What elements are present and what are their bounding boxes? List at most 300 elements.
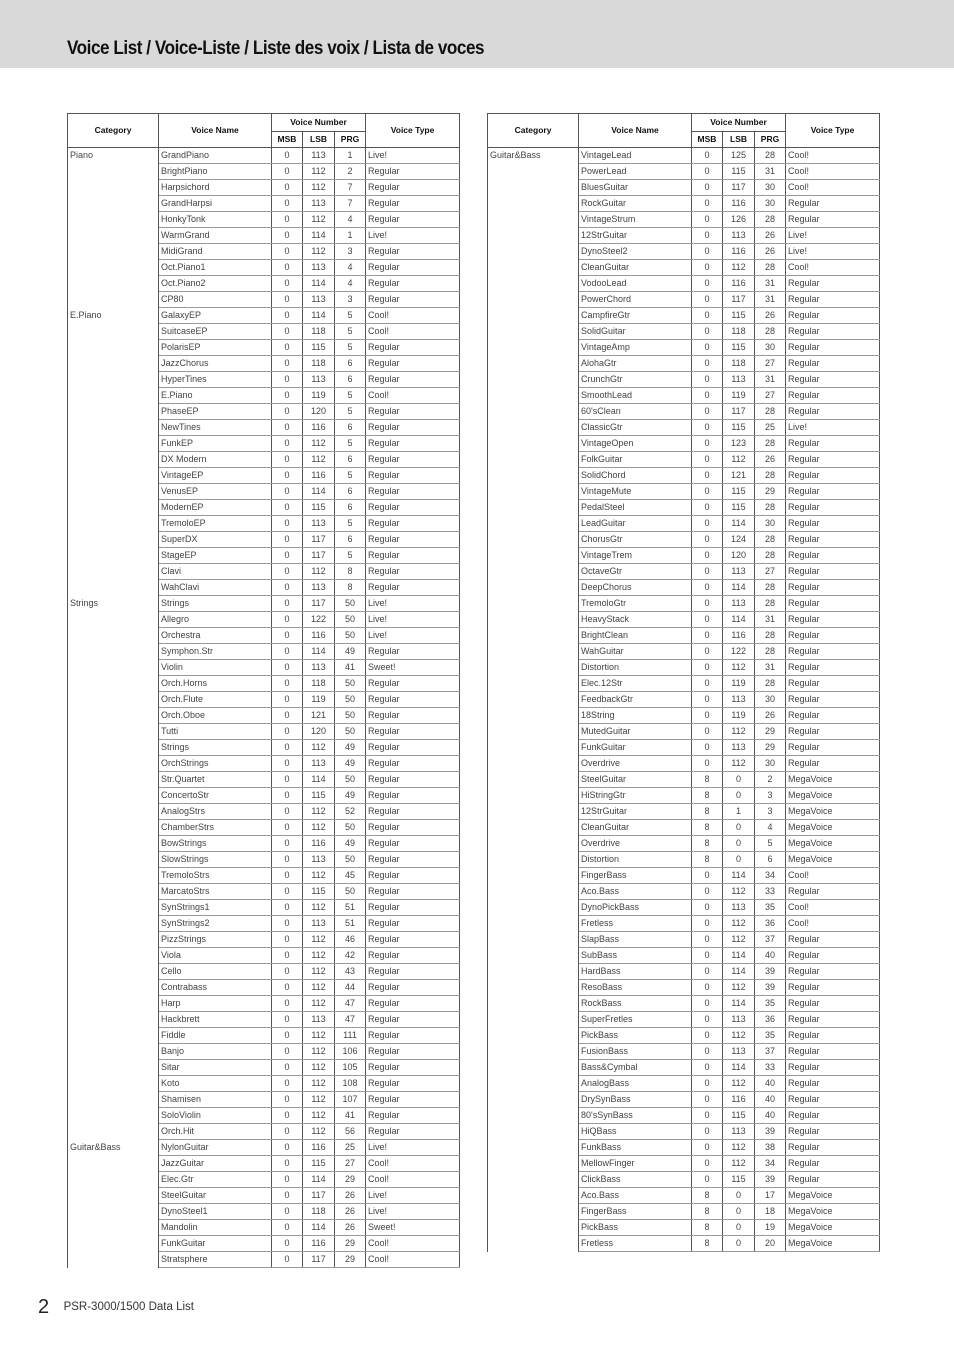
lsb-cell: 113 [303, 516, 335, 532]
voice-name-cell: NewTines [159, 420, 272, 436]
voice-name-cell: VintageOpen [579, 436, 692, 452]
voice-name-cell: Orchestra [159, 628, 272, 644]
lsb-cell: 112 [303, 1044, 335, 1060]
voice-name-cell: Clavi [159, 564, 272, 580]
lsb-cell: 122 [303, 612, 335, 628]
prg-cell: 6 [335, 452, 366, 468]
category-cell [68, 1220, 159, 1236]
table-row [488, 580, 880, 596]
prg-cell: 26 [335, 1188, 366, 1204]
voice-name-cell: MarcatoStrs [159, 884, 272, 900]
voice-name-cell: CleanGuitar [579, 260, 692, 276]
category-cell [488, 324, 579, 340]
table-row [488, 244, 880, 260]
voice-type-cell: Regular [786, 996, 880, 1012]
category-cell [488, 932, 579, 948]
voice-type-cell: Regular [366, 244, 460, 260]
table-row [488, 692, 880, 708]
voice-type-cell: Regular [786, 324, 880, 340]
category-cell [488, 948, 579, 964]
msb-cell: 0 [692, 1124, 723, 1140]
table-row [68, 868, 460, 884]
voice-name-cell: JazzChorus [159, 356, 272, 372]
msb-cell: 0 [272, 1076, 303, 1092]
lsb-cell: 116 [303, 420, 335, 436]
msb-cell: 0 [692, 212, 723, 228]
category-cell [488, 1172, 579, 1188]
table-row [68, 1092, 460, 1108]
category-cell [68, 772, 159, 788]
prg-cell: 47 [335, 1012, 366, 1028]
voice-type-cell: Cool! [366, 1252, 460, 1268]
msb-cell: 0 [272, 1140, 303, 1156]
voice-type-cell: Cool! [366, 1156, 460, 1172]
msb-cell: 0 [272, 1172, 303, 1188]
msb-cell: 0 [692, 740, 723, 756]
table-row [68, 1028, 460, 1044]
category-cell [488, 692, 579, 708]
prg-cell: 33 [755, 1060, 786, 1076]
category-cell [68, 580, 159, 596]
table-row [488, 564, 880, 580]
msb-cell: 0 [692, 1028, 723, 1044]
voice-name-cell: FunkGuitar [579, 740, 692, 756]
voice-type-cell: Regular [366, 916, 460, 932]
voice-type-cell: Regular [366, 164, 460, 180]
category-cell [68, 1172, 159, 1188]
voice-name-cell: Elec.12Str [579, 676, 692, 692]
voice-name-cell: WahGuitar [579, 644, 692, 660]
category-cell [488, 868, 579, 884]
prg-cell: 41 [335, 660, 366, 676]
msb-cell: 8 [692, 1220, 723, 1236]
voice-type-cell: Regular [786, 740, 880, 756]
voice-name-cell: Aco.Bass [579, 884, 692, 900]
prg-cell: 31 [755, 276, 786, 292]
prg-cell: 5 [755, 836, 786, 852]
category-cell [68, 340, 159, 356]
voice-type-cell: Regular [366, 356, 460, 372]
voice-type-cell: Regular [786, 372, 880, 388]
table-row [488, 1044, 880, 1060]
lsb-cell: 112 [303, 244, 335, 260]
voice-type-cell: Regular [366, 516, 460, 532]
voice-type-cell: Live! [366, 628, 460, 644]
lsb-cell: 112 [723, 660, 755, 676]
voice-name-cell: SolidGuitar [579, 324, 692, 340]
msb-cell: 8 [692, 788, 723, 804]
table-row [488, 852, 880, 868]
voice-name-cell: ClassicGtr [579, 420, 692, 436]
msb-cell: 0 [272, 260, 303, 276]
prg-cell: 40 [755, 948, 786, 964]
voice-type-cell: Cool! [366, 324, 460, 340]
lsb-cell: 113 [303, 852, 335, 868]
voice-type-cell: Cool! [786, 260, 880, 276]
category-cell [488, 1124, 579, 1140]
lsb-cell: 112 [723, 260, 755, 276]
prg-cell: 3 [335, 292, 366, 308]
lsb-cell: 114 [303, 484, 335, 500]
table-row [68, 532, 460, 548]
category-cell [488, 340, 579, 356]
lsb-cell: 117 [303, 548, 335, 564]
lsb-cell: 119 [723, 708, 755, 724]
voice-name-cell: PowerChord [579, 292, 692, 308]
table-row [68, 516, 460, 532]
category-cell [68, 420, 159, 436]
msb-cell: 0 [692, 1060, 723, 1076]
voice-name-cell: SynStrings1 [159, 900, 272, 916]
msb-cell: 0 [692, 916, 723, 932]
table-row [488, 724, 880, 740]
voice-name-cell: VintageTrem [579, 548, 692, 564]
voice-type-cell: Regular [786, 1124, 880, 1140]
prg-cell: 31 [755, 292, 786, 308]
lsb-cell: 113 [303, 660, 335, 676]
voice-type-cell: Cool! [366, 1236, 460, 1252]
category-cell [488, 836, 579, 852]
voice-name-cell: Oct.Piano2 [159, 276, 272, 292]
voice-type-cell: Regular [786, 500, 880, 516]
voice-type-cell: Regular [786, 212, 880, 228]
table-row [488, 1220, 880, 1236]
category-cell [488, 1012, 579, 1028]
category-cell [488, 708, 579, 724]
category-cell [488, 724, 579, 740]
lsb-cell: 113 [303, 1012, 335, 1028]
lsb-cell: 115 [303, 1156, 335, 1172]
msb-cell: 0 [272, 1060, 303, 1076]
table-row [68, 1012, 460, 1028]
table-row [488, 436, 880, 452]
voice-type-cell: Regular [786, 580, 880, 596]
prg-cell: 25 [755, 420, 786, 436]
category-cell [68, 1252, 159, 1268]
voice-type-cell: Regular [366, 1092, 460, 1108]
prg-cell: 29 [335, 1252, 366, 1268]
voice-type-cell: Regular [786, 964, 880, 980]
table-row [488, 932, 880, 948]
prg-cell: 111 [335, 1028, 366, 1044]
voice-name-cell: 18String [579, 708, 692, 724]
msb-cell: 0 [692, 388, 723, 404]
category-cell [488, 420, 579, 436]
lsb-cell: 118 [723, 324, 755, 340]
category-cell [488, 804, 579, 820]
voice-type-cell: Regular [786, 628, 880, 644]
msb-cell: 0 [272, 932, 303, 948]
voice-type-cell: Regular [366, 532, 460, 548]
voice-name-cell: CampfireGtr [579, 308, 692, 324]
voice-type-cell: Live! [366, 1188, 460, 1204]
voice-type-cell: Regular [366, 180, 460, 196]
category-cell [68, 740, 159, 756]
msb-cell: 0 [692, 340, 723, 356]
voice-type-cell: Regular [786, 1076, 880, 1092]
msb-cell: 0 [272, 1044, 303, 1060]
prg-cell: 37 [755, 1044, 786, 1060]
table-row [68, 1236, 460, 1252]
voice-type-cell: Regular [366, 884, 460, 900]
msb-cell: 0 [272, 468, 303, 484]
msb-cell: 0 [272, 900, 303, 916]
lsb-cell: 113 [303, 148, 335, 164]
lsb-cell: 117 [303, 532, 335, 548]
lsb-cell: 114 [303, 308, 335, 324]
category-cell: Piano [68, 148, 159, 164]
lsb-cell: 112 [303, 564, 335, 580]
msb-cell: 0 [272, 596, 303, 612]
category-cell [488, 1028, 579, 1044]
prg-cell: 30 [755, 692, 786, 708]
msb-cell: 0 [272, 148, 303, 164]
voice-name-cell: MutedGuitar [579, 724, 692, 740]
table-row [68, 788, 460, 804]
prg-cell: 2 [755, 772, 786, 788]
prg-cell: 8 [335, 580, 366, 596]
lsb-cell: 116 [303, 1140, 335, 1156]
voice-type-cell: Live! [366, 228, 460, 244]
msb-cell: 0 [272, 772, 303, 788]
category-cell [68, 260, 159, 276]
table-row [488, 1076, 880, 1092]
table-row [488, 884, 880, 900]
prg-cell: 4 [335, 276, 366, 292]
prg-cell: 31 [755, 372, 786, 388]
msb-cell: 0 [272, 980, 303, 996]
lsb-header: LSB [723, 132, 755, 148]
category-cell [68, 836, 159, 852]
category-cell [68, 916, 159, 932]
prg-cell: 26 [335, 1204, 366, 1220]
table-row [68, 676, 460, 692]
voice-name-cell: JazzGuitar [159, 1156, 272, 1172]
category-cell [68, 692, 159, 708]
msb-cell: 0 [272, 948, 303, 964]
lsb-cell: 115 [723, 484, 755, 500]
voice-type-cell: Regular [786, 948, 880, 964]
msb-cell: 0 [692, 148, 723, 164]
lsb-cell: 0 [723, 788, 755, 804]
table-row [68, 180, 460, 196]
lsb-cell: 117 [723, 404, 755, 420]
category-cell [488, 404, 579, 420]
msb-cell: 8 [692, 1204, 723, 1220]
voice-type-cell: MegaVoice [786, 804, 880, 820]
voice-type-cell: Regular [786, 676, 880, 692]
voice-type-cell: Regular [786, 276, 880, 292]
prg-cell: 107 [335, 1092, 366, 1108]
category-cell [488, 612, 579, 628]
prg-cell: 51 [335, 916, 366, 932]
lsb-cell: 0 [723, 820, 755, 836]
msb-cell: 0 [272, 308, 303, 324]
msb-cell: 0 [272, 532, 303, 548]
page-number: 2 [38, 1296, 50, 1318]
msb-cell: 0 [692, 612, 723, 628]
voice-name-cell: Viola [159, 948, 272, 964]
prg-cell: 28 [755, 404, 786, 420]
lsb-cell: 115 [303, 340, 335, 356]
lsb-cell: 112 [723, 1028, 755, 1044]
table-row [68, 452, 460, 468]
voice-type-cell: MegaVoice [786, 836, 880, 852]
prg-cell: 50 [335, 676, 366, 692]
voice-name-cell: BluesGuitar [579, 180, 692, 196]
voice-type-cell: Regular [786, 596, 880, 612]
lsb-cell: 118 [303, 356, 335, 372]
category-cell [488, 980, 579, 996]
lsb-cell: 114 [723, 964, 755, 980]
category-cell [68, 644, 159, 660]
lsb-cell: 112 [303, 1028, 335, 1044]
prg-cell: 47 [335, 996, 366, 1012]
voice-name-cell: Orch.Flute [159, 692, 272, 708]
category-cell [68, 484, 159, 500]
prg-cell: 39 [755, 1124, 786, 1140]
category-cell [68, 628, 159, 644]
category-cell [488, 996, 579, 1012]
prg-cell: 25 [335, 1140, 366, 1156]
msb-cell: 0 [272, 1204, 303, 1220]
voice-name-cell: 60'sClean [579, 404, 692, 420]
msb-cell: 0 [692, 948, 723, 964]
category-cell [488, 244, 579, 260]
lsb-cell: 122 [723, 644, 755, 660]
lsb-cell: 116 [723, 628, 755, 644]
voice-type-cell: Regular [366, 788, 460, 804]
table-row [68, 964, 460, 980]
category-cell [488, 596, 579, 612]
voice-name-cell: Contrabass [159, 980, 272, 996]
table-row [488, 212, 880, 228]
lsb-cell: 120 [303, 724, 335, 740]
table-row [488, 1060, 880, 1076]
prg-cell: 44 [335, 980, 366, 996]
prg-cell: 28 [755, 580, 786, 596]
table-row [68, 612, 460, 628]
msb-cell: 0 [272, 292, 303, 308]
category-cell [488, 164, 579, 180]
msb-cell: 0 [272, 196, 303, 212]
voice-name-cell: BowStrings [159, 836, 272, 852]
voice-name-cell: ConcertoStr [159, 788, 272, 804]
voice-name-cell: VintageEP [159, 468, 272, 484]
prg-header: PRG [335, 132, 366, 148]
prg-cell: 42 [335, 948, 366, 964]
voice-type-cell: Regular [366, 260, 460, 276]
voice-name-cell: SteelGuitar [579, 772, 692, 788]
voice-name-cell: Bass&Cymbal [579, 1060, 692, 1076]
lsb-cell: 116 [303, 468, 335, 484]
prg-cell: 38 [755, 1140, 786, 1156]
voice-type-cell: Regular [366, 868, 460, 884]
voice-type-cell: Live! [366, 1140, 460, 1156]
voice-type-cell: Regular [786, 564, 880, 580]
lsb-cell: 121 [303, 708, 335, 724]
msb-cell: 0 [692, 292, 723, 308]
msb-cell: 0 [692, 692, 723, 708]
prg-cell: 3 [755, 804, 786, 820]
lsb-cell: 112 [303, 964, 335, 980]
prg-cell: 4 [755, 820, 786, 836]
prg-cell: 28 [755, 628, 786, 644]
prg-cell: 27 [755, 356, 786, 372]
table-row [68, 1044, 460, 1060]
voice-type-cell: Regular [366, 1060, 460, 1076]
table-row [488, 308, 880, 324]
voice-name-cell: Elec.Gtr [159, 1172, 272, 1188]
voice-name-cell: Oct.Piano1 [159, 260, 272, 276]
msb-cell: 0 [692, 868, 723, 884]
table-row [488, 964, 880, 980]
table-row [68, 900, 460, 916]
lsb-cell: 112 [303, 932, 335, 948]
voice-type-cell: Regular [786, 388, 880, 404]
msb-cell: 0 [272, 564, 303, 580]
voice-type-cell: Regular [786, 340, 880, 356]
voice-type-cell: Regular [786, 660, 880, 676]
lsb-cell: 112 [303, 212, 335, 228]
voice-name-cell: SuperDX [159, 532, 272, 548]
category-cell: E.Piano [68, 308, 159, 324]
category-cell [488, 1156, 579, 1172]
lsb-cell: 114 [303, 772, 335, 788]
table-row [68, 1124, 460, 1140]
voice-type-cell: MegaVoice [786, 788, 880, 804]
lsb-cell: 112 [723, 980, 755, 996]
msb-cell: 0 [272, 724, 303, 740]
lsb-cell: 112 [303, 1092, 335, 1108]
table-row [488, 900, 880, 916]
category-cell [488, 228, 579, 244]
voice-type-cell: Regular [786, 404, 880, 420]
table-row [68, 292, 460, 308]
msb-cell: 8 [692, 772, 723, 788]
voice-name-cell: PickBass [579, 1220, 692, 1236]
prg-cell: 50 [335, 884, 366, 900]
msb-cell: 0 [272, 644, 303, 660]
prg-cell: 5 [335, 436, 366, 452]
prg-cell: 28 [755, 436, 786, 452]
voice-name-cell: HyperTines [159, 372, 272, 388]
table-row [488, 740, 880, 756]
category-cell [68, 388, 159, 404]
category-cell [488, 308, 579, 324]
voice-type-cell: Live! [366, 1204, 460, 1220]
lsb-cell: 115 [723, 340, 755, 356]
lsb-cell: 0 [723, 1220, 755, 1236]
voice-name-cell: BrightClean [579, 628, 692, 644]
lsb-cell: 114 [723, 996, 755, 1012]
voice-type-cell: MegaVoice [786, 1204, 880, 1220]
lsb-cell: 112 [723, 916, 755, 932]
voice-name-cell: HeavyStack [579, 612, 692, 628]
category-cell [488, 740, 579, 756]
table-row [68, 1220, 460, 1236]
lsb-cell: 112 [723, 1076, 755, 1092]
table-row [68, 804, 460, 820]
msb-cell: 0 [692, 468, 723, 484]
voice-type-cell: Cool! [786, 164, 880, 180]
voice-type-cell: Regular [366, 372, 460, 388]
msb-cell: 0 [692, 900, 723, 916]
msb-cell: 0 [272, 1108, 303, 1124]
category-cell [488, 1092, 579, 1108]
table-row [488, 820, 880, 836]
voice-type-cell: Regular [786, 468, 880, 484]
